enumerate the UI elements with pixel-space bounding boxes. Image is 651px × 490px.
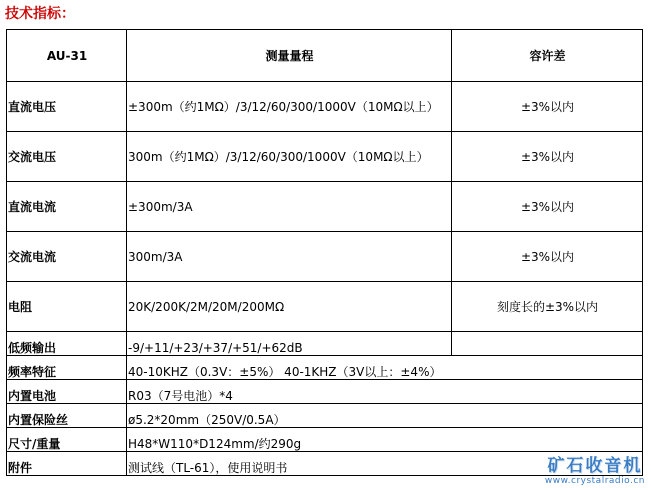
empty-cell: [452, 332, 643, 356]
row-name: 内置保险丝: [7, 404, 127, 428]
row-value: H48*W110*D124mm/约290g: [127, 428, 643, 452]
row-range: ±300m（约1MΩ）/3/12/60/300/1000V（10MΩ以上）: [127, 82, 452, 132]
row-value: 测试线（TL-61），使用说明书: [127, 452, 643, 476]
section-heading: 技术指标：: [5, 6, 75, 22]
table-row: [7, 232, 643, 282]
row-tolerance: ±3%以内: [452, 232, 643, 282]
site-watermark: [545, 456, 645, 486]
table-header-row: [7, 30, 643, 82]
row-name: 交流电流: [7, 232, 127, 282]
spec-table: [6, 29, 643, 476]
row-name: 直流电压: [7, 82, 127, 132]
table-row: [7, 182, 643, 232]
row-name: 低频输出: [7, 332, 127, 356]
row-tolerance: 刻度长的±3%以内: [452, 282, 643, 332]
table-row: [7, 332, 643, 356]
table-row: [7, 428, 643, 452]
table-row: [7, 282, 643, 332]
table-row: [7, 380, 643, 404]
row-tolerance: ±3%以内: [452, 132, 643, 182]
row-tolerance: ±3%以内: [452, 82, 643, 132]
row-tolerance: ±3%以内: [452, 182, 643, 232]
table-row: [7, 356, 643, 380]
row-range: ±300m/3A: [127, 182, 452, 232]
row-name: 直流电流: [7, 182, 127, 232]
row-range: 20K/200K/2M/20M/200MΩ: [127, 282, 452, 332]
header-tolerance: 容许差: [452, 30, 643, 82]
row-value: 40-10KHZ（0.3V：±5%） 40-1KHZ（3V以上：±4%）: [127, 356, 643, 380]
table-row: [7, 82, 643, 132]
row-name: 频率特征: [7, 356, 127, 380]
row-value: -9/+11/+23/+37/+51/+62dB: [127, 332, 452, 356]
row-range: 300m/3A: [127, 232, 452, 282]
row-name: 尺寸/重量: [7, 428, 127, 452]
watermark-name: 矿石收音机: [547, 456, 643, 476]
table-row: [7, 132, 643, 182]
row-range: 300m（约1MΩ）/3/12/60/300/1000V（10MΩ以上）: [127, 132, 452, 182]
row-name: 电阻: [7, 282, 127, 332]
table-row: [7, 404, 643, 428]
header-range: 测量量程: [127, 30, 452, 82]
header-model: AU-31: [7, 30, 127, 82]
row-value: R03（7号电池）*4: [127, 380, 643, 404]
watermark-url: www.crystalradio.cn: [544, 476, 645, 486]
row-name: 内置电池: [7, 380, 127, 404]
row-value: ø5.2*20mm（250V/0.5A）: [127, 404, 643, 428]
row-name: 附件: [7, 452, 127, 476]
row-name: 交流电压: [7, 132, 127, 182]
